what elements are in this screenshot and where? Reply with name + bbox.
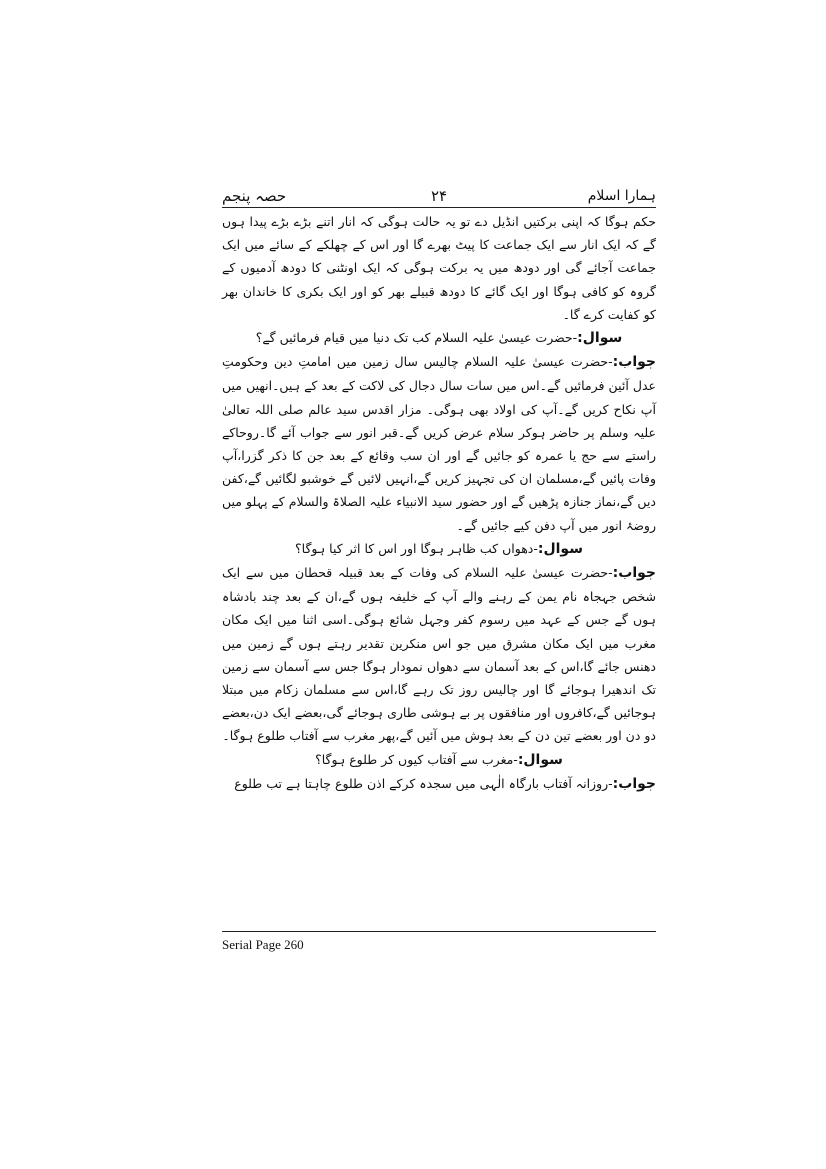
- page-header: [222, 185, 656, 213]
- question-label: سوال:: [537, 540, 583, 557]
- question-text: -دھواں کب ظاہر ہوگا اور اس کا اثر کیا ہوگا؟: [295, 540, 538, 556]
- paragraph-text: حکم ہوگا کہ اپنی برکتیں انڈیل دے تو یہ حالت ہوگی کہ انار اتنے بڑے بڑے پیدا ہوں گے کہ ایک انار سے ایک جماعت کا پیٹ بھرے گا اور اس کے چھلکے کے سائے میں ایک جماعت آجائے گی اور دودھ میں یہ برکت ہوگی کہ ایک اونٹنی کا دودھ آدمیوں کے گروہ کو کافی ہوگا اور ایک گائے کا دودھ قبیلے بھر کو اور ایک بکری کا خاندان بھر کو کفایت کرے گا۔: [222, 214, 656, 322]
- answer-label: جواب:: [612, 354, 656, 371]
- answer-2: [222, 561, 656, 748]
- answer-3: [222, 772, 656, 796]
- body-text: [222, 210, 656, 796]
- answer-text: -حضرت عیسیٰ علیہ السلام چالیس سال زمین میں امامتِ دین وحکومتِ عدل آئین فرمائیں گے۔اس میں سات سال دجال کی لاکت کے بعد کے ہیں۔انھیں میں آپ نکاح کریں گے۔آپ کی اولاد بھی ہوگی۔ مزار اقدس سید عالم صلی اللہ تعالیٰ علیہ وسلم پر حاضر ہوکر سلام عرض کریں گے۔قبر انور سے جواب آئے گا۔روحاکے راستے سے حج یا عمرہ کو جائیں گے اور ان سب وقائع کے بعد جن کا ذکر گزرا،آپ وفات پائیں گے،مسلمان ان کی تجہیز کریں گے،انہیں لائیں گے خوشبو لگائیں گے،کفن دیں گے،نماز جنازہ پڑھیں گے اور حضور سید الانبیاء علیہ الصلاۃ والسلام کے پہلو میں روضۂ انور میں آپ دفن کیے جائیں گے۔: [222, 354, 656, 533]
- answer-1: [222, 350, 656, 537]
- page-number: ۲۴: [430, 187, 448, 205]
- question-3: [222, 748, 656, 772]
- answer-label: جواب:: [612, 775, 656, 792]
- book-title: ہمارا اسلام: [587, 188, 656, 204]
- question-label: سوال:: [577, 330, 623, 347]
- question-text: -مغرب سے آفتاب کیوں کر طلوع ہوگا؟: [315, 751, 518, 767]
- question-label: سوال:: [517, 751, 563, 768]
- paragraph-1: [222, 210, 656, 326]
- question-text: -حضرت عیسیٰ علیہ السلام کب تک دنیا میں قیام فرمائیں گے؟: [255, 330, 578, 346]
- answer-label: جواب:: [612, 565, 656, 582]
- answer-text: -حضرت عیسیٰ علیہ السلام کی وفات کے بعد قبیلہ قحطان میں سے ایک شخص جہجاہ نام یمن کے رہنے والے آپ کے خلیفہ ہوں گے،ان کے بعد چند بادشاہ ہوں گے جس کے عہد میں رسوم کفر وجہل شائع ہوگی۔اسی اثنا میں ایک مکان مغرب میں ایک مکان مشرق میں جو اس منکرین تقدیر رہتے ہوں گے زمین میں دھنس جائے گا،اس کے بعد آسمان سے دھواں نمودار ہوگا جس سے آسمان سے زمین تک اندھیرا ہوجائے گا اور چالیس روز تک رہے گا،اس سے مسلمان زکام میں مبتلا ہوجائیں گے،کافروں اور منافقوں پر بے ہوشی طاری ہوجائے گی،بعضے ایک دن،بعضے دو دن اور بعضے تین دن کے بعد ہوش میں آئیں گے،پھر مغرب سے آفتاب طلوع ہوگا۔: [222, 565, 656, 744]
- page-area: [222, 185, 656, 796]
- question-2: [222, 537, 656, 561]
- question-1: [222, 326, 656, 350]
- footer-rule: [222, 931, 656, 932]
- part-label: حصہ پنجم: [222, 187, 287, 205]
- serial-page: Serial Page 260: [222, 937, 304, 952]
- answer-text: -روزانہ آفتاب بارگاہ الٰہی میں سجدہ کرکے اذن طلوع چاہتا ہے تب طلوع: [234, 775, 613, 791]
